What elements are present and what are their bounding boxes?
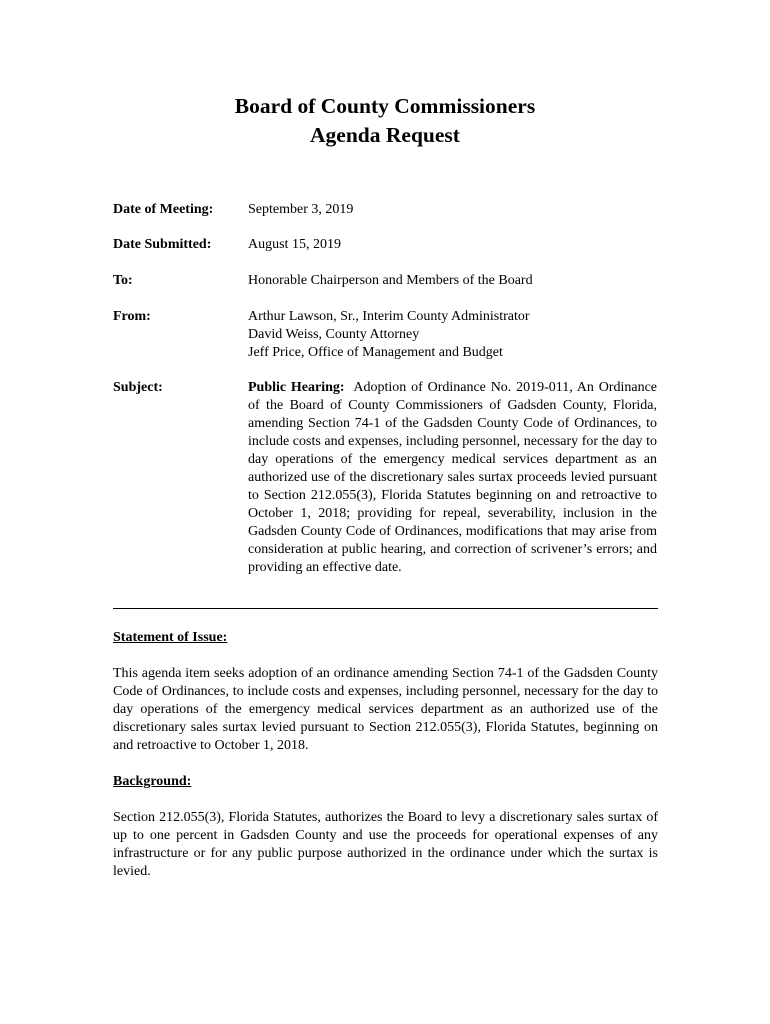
section-divider <box>113 608 658 609</box>
title-line-board: Board of County Commissioners <box>234 94 536 118</box>
statement-of-issue-paragraph: This agenda item seeks adoption of an ordinance amending Section 74-1 of the Gadsden County Code of Ordinances, to include costs and expenses, including personnel, necessary for the day to day operations of the emergency medical services department as an authorized use of the discretionary sales surtax levied pursuant to Section 212.055(3), Florida Statutes, beginning on and retroactive to October 1, 2018. <box>113 666 658 753</box>
background-paragraph: Section 212.055(3), Florida Statutes, authorizes the Board to levy a discretionary sales surtax of up to one percent in Gadsden County and use the proceeds for operational expenses of any infrastructure or for any public purpose authorized in the ordinance under which the surtax is levied. <box>113 810 658 879</box>
from-line-budget: Jeff Price, Office of Management and Budget <box>248 345 503 360</box>
subject-text: Adoption of Ordinance No. 2019-011, An Ordinance of the Board of County Commissioners of Gadsden County, Florida, amending Section 74-1 of the Gadsden County Code of Ordinances, to include costs and expenses, including personnel, necessary for the day to day operations of the emergency medical services department as an authorized use of the discretionary sales surtax proceeds levied pursuant to Section 212.055(3), Florida Statutes beginning on and retroactive to October 1, 2018; providing for repeal, severability, inclusion in the Gadsden County Code of Ordinances, modifications that may arise from consideration at public hearing, and correction of scrivener’s errors; and providing an effective date. <box>248 380 657 575</box>
background-heading: Background: <box>113 774 192 789</box>
subject-value <box>248 379 657 577</box>
from-line-administrator: Arthur Lawson, Sr., Interim County Administrator <box>248 309 530 324</box>
statement-of-issue-heading: Statement of Issue: <box>113 630 228 645</box>
date-of-meeting-value: September 3, 2019 <box>248 202 354 217</box>
date-of-meeting-label: Date of Meeting: <box>113 202 214 217</box>
from-label: From: <box>113 309 151 324</box>
to-label: To: <box>113 273 133 288</box>
from-line-attorney: David Weiss, County Attorney <box>248 327 420 342</box>
from-value <box>248 308 657 362</box>
subject-label: Subject: <box>113 380 163 395</box>
date-submitted-value: August 15, 2019 <box>248 237 341 252</box>
subject-lead: Public Hearing: <box>248 380 345 395</box>
to-value: Honorable Chairperson and Members of the Board <box>248 273 533 288</box>
document-title <box>0 92 770 150</box>
title-line-agenda-request: Agenda Request <box>310 123 460 147</box>
date-submitted-label: Date Submitted: <box>113 237 212 252</box>
